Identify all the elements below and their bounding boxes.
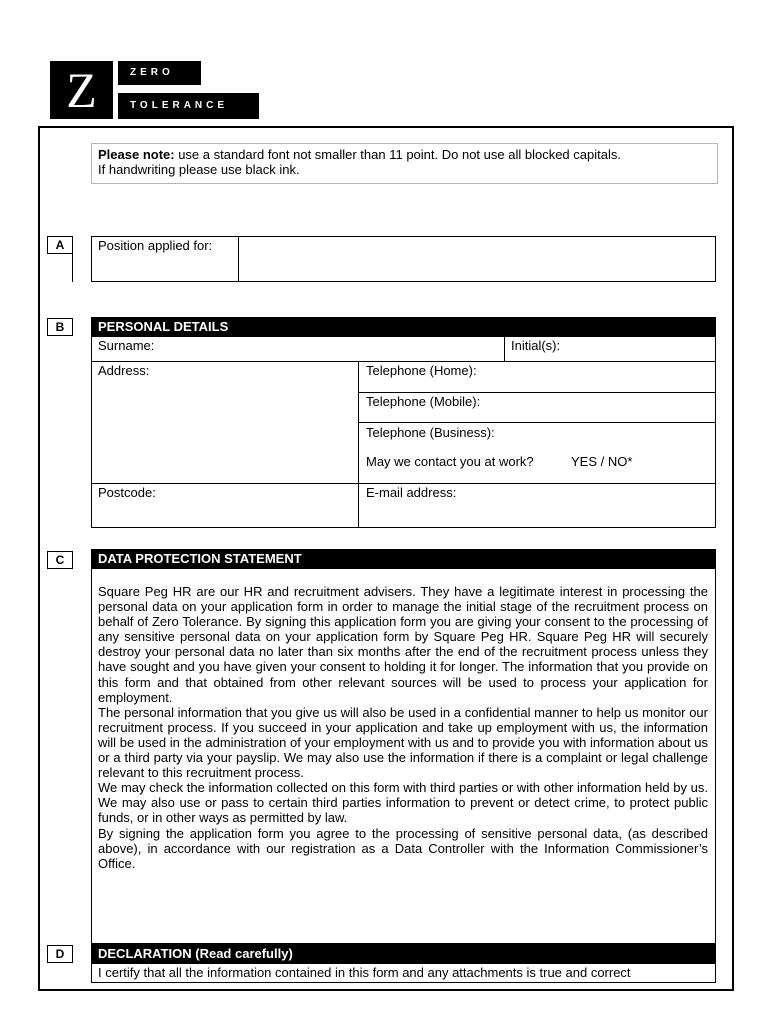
note-text: use a standard font not smaller than 11 point. Do not use all blocked capitals. bbox=[174, 147, 621, 162]
section-a-letter: A bbox=[47, 236, 73, 254]
address-label: Address: bbox=[98, 363, 150, 378]
dp-paragraph: Square Peg HR are our HR and recruitment advisers. They have a legitimate interest in processing the personal data on your application form in order to manage the initial stage of the recruitment process on behalf of Zero Tolerance. By signing this application form you are giving your consent to the processing of any sensitive personal data on your application form by Square Peg HR. Square Peg HR will securely destroy your personal data no later than six months after the end of the recruitment process unless they have sought and you have given your consent to holding it for longer. The information that you provide on this form and that obtained from other relevant sources will be used to process your application for employment. bbox=[98, 584, 708, 705]
logo-zero-text: ZERO bbox=[118, 61, 201, 85]
dp-paragraph: The personal information that you give us will also be used in a confidential manner to help us monitor our recruitment process. If you succeed in your application and take up employment with us, the information will be used in the administration of your employment with us and to provide you with information about us or a third party via your payslip. We may also use the information if there is a complaint or legal challenge relevant to this recruitment process. bbox=[98, 704, 708, 781]
contact-at-work-options[interactable]: YES / NO* bbox=[571, 454, 633, 469]
position-divider bbox=[238, 236, 239, 282]
logo-tolerance-text: TOLERANCE bbox=[118, 93, 259, 119]
personal-details-header: PERSONAL DETAILS bbox=[91, 317, 716, 336]
note-bold: Please note: bbox=[98, 147, 175, 162]
tel-mobile-label: Telephone (Mobile): bbox=[366, 394, 481, 409]
data-protection-header: DATA PROTECTION STATEMENT bbox=[91, 549, 716, 568]
position-field[interactable] bbox=[240, 238, 714, 280]
b-row-line-1 bbox=[91, 361, 716, 362]
dp-paragraph: We may check the information collected on this form with third parties or with other information held by us. We may also use or pass to certain third parties information to prevent or detect crime, to protect public funds, or in other ways as permitted by law. bbox=[98, 780, 708, 826]
b-center-divider bbox=[358, 361, 359, 528]
section-d-letter: D bbox=[47, 945, 73, 963]
section-b-letter: B bbox=[47, 318, 73, 336]
section-a-tick bbox=[72, 254, 73, 282]
b-initials-divider bbox=[504, 336, 505, 361]
b-row-line-2 bbox=[358, 392, 716, 393]
contact-at-work-question: May we contact you at work? bbox=[366, 454, 534, 469]
section-c-letter: C bbox=[47, 551, 73, 569]
surname-label: Surname: bbox=[98, 338, 155, 353]
tel-business-label: Telephone (Business): bbox=[366, 425, 495, 440]
data-protection-text bbox=[98, 584, 708, 871]
postcode-label: Postcode: bbox=[98, 485, 156, 500]
b-row-line-3 bbox=[358, 422, 716, 423]
b-row-line-4 bbox=[91, 483, 716, 484]
dp-paragraph: By signing the application form you agree to the processing of sensitive personal data, (as described above), in accordance with our registration as a Data Controller with the Information Commissioner’s Office. bbox=[98, 825, 708, 871]
position-label: Position applied for: bbox=[98, 238, 213, 253]
initials-label: Initial(s): bbox=[511, 338, 561, 353]
note-box bbox=[91, 143, 718, 184]
logo-z-mark: Z bbox=[50, 61, 113, 119]
note-line2: If handwriting please use black ink. bbox=[98, 162, 300, 177]
email-label: E-mail address: bbox=[366, 485, 457, 500]
declaration-header: DECLARATION (Read carefully) bbox=[91, 944, 716, 963]
declaration-text: I certify that all the information contained in this form and any attachments is true and correct bbox=[98, 965, 631, 980]
tel-home-label: Telephone (Home): bbox=[366, 363, 477, 378]
